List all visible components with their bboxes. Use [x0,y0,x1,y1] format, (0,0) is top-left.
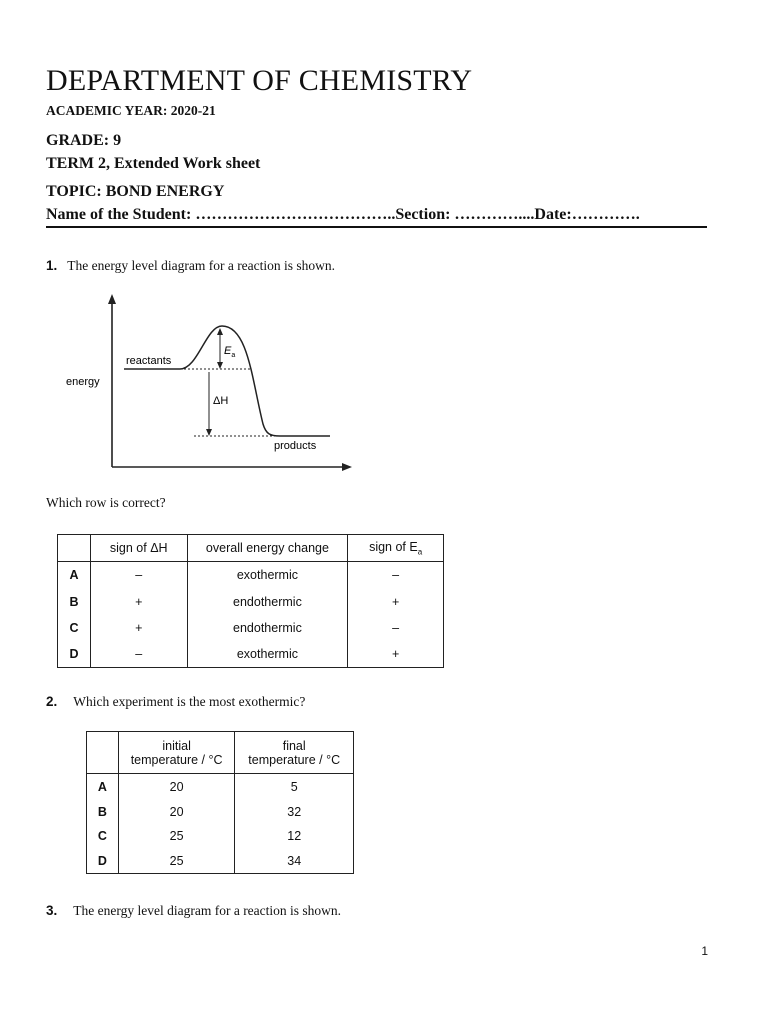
question-1-prompt: Which row is correct? [46,495,166,510]
table-row [58,589,444,615]
question-3-number: 3. [46,903,58,918]
table-header-row [87,732,354,774]
cell-overall-change: endothermic [187,589,348,615]
table-row [58,642,444,668]
activation-energy-arrowhead-up [217,328,223,335]
cell-sign-dh: – [90,642,187,668]
x-axis-arrowhead [342,463,352,471]
question-2 [46,693,305,711]
cell-initial-temperature: 25 [118,849,235,874]
row-label: A [87,774,119,800]
row-label: A [58,562,91,589]
question-2-text: Which experiment is the most exothermic? [73,694,306,709]
header-blank [87,732,119,774]
header-initial-line-1: initial [162,738,191,753]
header-final-line-1: final [282,738,306,753]
question-1 [46,257,335,275]
cell-sign-dh: + [90,589,187,615]
table-header-row [58,535,444,562]
header-final-temperature [235,732,354,774]
header-initial-temperature [118,732,235,774]
academic-year: ACADEMIC YEAR: 2020-21 [46,103,216,118]
question-1-number: 1. [46,258,58,273]
table-row [87,849,354,874]
student-info-line: Name of the Student: ………………………………..Section: …………....Date:…………. [46,206,640,223]
cell-final-temperature: 12 [235,824,354,849]
cell-final-temperature: 5 [235,774,354,800]
table-row [58,562,444,589]
page-number: 1 [701,944,708,958]
cell-sign-ea: + [348,589,444,615]
products-label: products [274,440,317,452]
question-1-answer-table [57,534,444,668]
header-blank [58,535,91,562]
header-underline [46,226,707,228]
cell-sign-dh: – [90,562,187,589]
cell-sign-ea: + [348,642,444,668]
cell-sign-dh: + [90,615,187,642]
reaction-curve [124,326,330,436]
y-axis-arrowhead [108,294,116,304]
header-initial-line-2: temperature / °C [130,752,223,767]
header-sign-ea [348,535,444,562]
cell-overall-change: exothermic [187,642,348,668]
header-final-line-2: temperature / °C [248,752,341,767]
row-label: C [87,824,119,849]
cell-overall-change: endothermic [187,615,348,642]
cell-sign-ea: – [348,562,444,589]
header-sign-ea-text: sign of E [369,539,418,554]
question-2-answer-table [86,731,354,874]
enthalpy-change-arrowhead [206,429,212,436]
table-row [87,824,354,849]
question-2-number: 2. [46,694,58,709]
row-label: D [58,642,91,668]
header-sign-dh: sign of ΔH [90,535,187,562]
cell-final-temperature: 32 [235,800,354,824]
cell-overall-change: exothermic [187,562,348,589]
cell-initial-temperature: 20 [118,774,235,800]
topic: TOPIC: BOND ENERGY [46,183,225,200]
table-row [58,615,444,642]
row-label: D [87,849,119,874]
cell-final-temperature: 34 [235,849,354,874]
reactants-label: reactants [126,355,172,367]
term: TERM 2, Extended Work sheet [46,155,261,172]
header-sign-ea-subscript: a [417,547,423,557]
cell-initial-temperature: 20 [118,800,235,824]
grade: GRADE: 9 [46,132,122,149]
cell-initial-temperature: 25 [118,824,235,849]
question-1-text: The energy level diagram for a reaction is shown. [67,258,336,273]
header-overall-change: overall energy change [187,535,348,562]
delta-h-label: ΔH [213,395,229,407]
activation-energy-arrowhead-down [217,362,223,369]
table-row [87,800,354,824]
cell-sign-ea: – [348,615,444,642]
row-label: B [58,589,91,615]
row-label: B [87,800,119,824]
question-3 [46,902,341,920]
energy-level-diagram [60,292,360,474]
department-title: DEPARTMENT OF CHEMISTRY [46,64,473,97]
row-label: C [58,615,91,642]
ea-label-subscript: a [231,352,236,359]
ea-label-text: E [224,345,232,357]
ea-label [224,345,235,359]
table-row [87,774,354,800]
energy-axis-label: energy [66,376,100,388]
question-3-text: The energy level diagram for a reaction is shown. [73,903,342,918]
